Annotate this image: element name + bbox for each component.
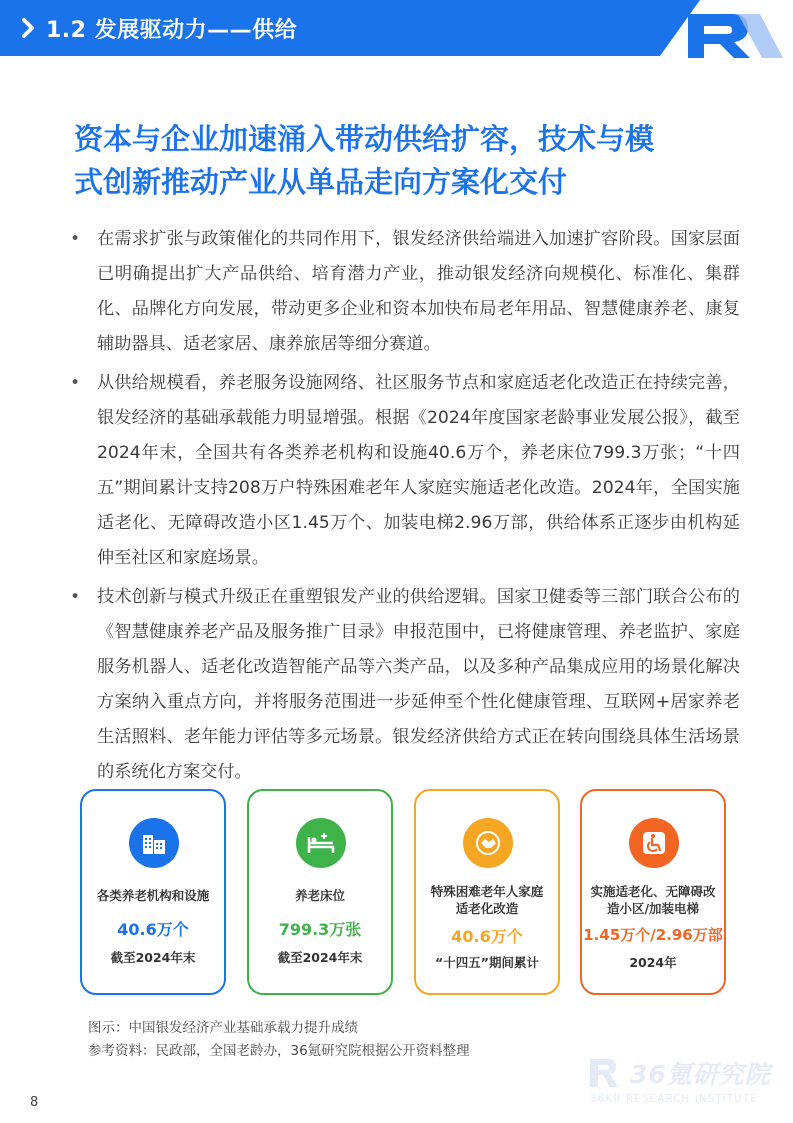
watermark <box>590 1055 780 1110</box>
bullet-item-1: • 在需求扩张与政策催化的共同作用下，银发经济供给端进入加速扩容阶段。国家层面已明确提出扩大产品供给、培育潜力产业，推动银发经济向规模化、标准化、集群化、品牌化方向发展，带动更多企业和资本加快布局老年用品、智慧健康养老、康复辅助器具、适老家居、康养旅居等细分赛道。 <box>70 222 740 362</box>
watermark-logo-icon <box>590 1057 626 1089</box>
card-label-line-2: 造小区/加装电梯 <box>606 901 700 916</box>
page-header <box>0 0 793 56</box>
stat-card-facilities <box>80 789 226 995</box>
card-note: 截至2024年末 <box>277 950 363 965</box>
watermark-name: 36氪研究院 <box>630 1060 771 1089</box>
card-note: 2024年 <box>629 955 677 970</box>
card-label <box>586 883 720 917</box>
figure-caption <box>88 1017 470 1063</box>
chevron-right-icon <box>22 17 36 39</box>
card-value: 799.3万张 <box>278 920 362 939</box>
36kr-logo-icon <box>688 10 783 60</box>
bed-icon <box>296 818 346 868</box>
figure-title: 图示：中国银发经济产业基础承载力提升成绩 <box>88 1020 358 1036</box>
stats-cards <box>80 789 730 999</box>
card-value: 40.6万个 <box>117 920 189 939</box>
stat-card-beds <box>247 789 393 995</box>
card-note: “十四五”期间累计 <box>435 955 539 970</box>
card-label <box>420 883 554 917</box>
page-number: 8 <box>30 1095 39 1110</box>
headline-line-1: 资本与企业加速涌入带动供给扩容，技术与模 <box>74 122 655 156</box>
card-label-line-1: 实施适老化、无障碍改 <box>590 884 716 899</box>
headline-line-2: 式创新推动产业从单品走向方案化交付 <box>74 165 568 199</box>
wheelchair-icon <box>629 818 679 868</box>
card-label-line-2: 适老化改造 <box>455 901 519 916</box>
handshake-icon <box>463 818 513 868</box>
card-value: 1.45万个/2.96万部 <box>583 926 723 944</box>
card-value: 40.6万个 <box>451 927 523 946</box>
source-note: 参考资料：民政部，全国老龄办，36氪研究院根据公开资料整理 <box>88 1043 470 1059</box>
building-icon <box>129 818 179 868</box>
card-label: 各类养老机构和设施 <box>96 888 210 903</box>
section-title: 1.2 发展驱动力——供给 <box>46 18 298 43</box>
stat-card-renovation <box>414 789 560 995</box>
bullet-item-2: • 从供给规模看，养老服务设施网络、社区服务节点和家庭适老化改造正在持续完善，银发经济的基础承载能力明显增强。根据《2024年度国家老龄事业发展公报》，截至2024年末，全国共有各类养老机构和设施40.6万个，养老床位799.3万张；“十四五”期间累计支持208万户特殊困难老年人家庭实施适老化改造。2024年，全国实施适老化、无障碍改造小区1.45万个、加装电梯2.96万部，供给体系正逐步由机构延伸至社区和家庭场景。 <box>70 366 740 576</box>
stat-card-accessibility <box>580 789 726 995</box>
watermark-subtitle: 36KR RESEARCH INSTITUTE <box>590 1093 758 1105</box>
bullet-item-3: • 技术创新与模式升级正在重塑银发产业的供给逻辑。国家卫健委等三部门联合公布的《智慧健康养老产品及服务推广目录》申报范围中，已将健康管理、养老监护、家庭服务机器人、适老化改造智能产品等六类产品，以及多种产品集成应用的场景化解决方案纳入重点方向，并将服务范围进一步延伸至个性化健康管理、互联网+居家养老生活照料、老年能力评估等多元场景。银发经济供给方式正在转向围绕具体生活场景的系统化方案交付。 <box>70 580 740 790</box>
card-note: 截至2024年末 <box>110 950 196 965</box>
card-label-line-1: 特殊困难老年人家庭 <box>430 884 544 899</box>
bullet-list <box>70 222 740 794</box>
headline <box>74 118 734 204</box>
card-label: 养老床位 <box>294 888 345 903</box>
